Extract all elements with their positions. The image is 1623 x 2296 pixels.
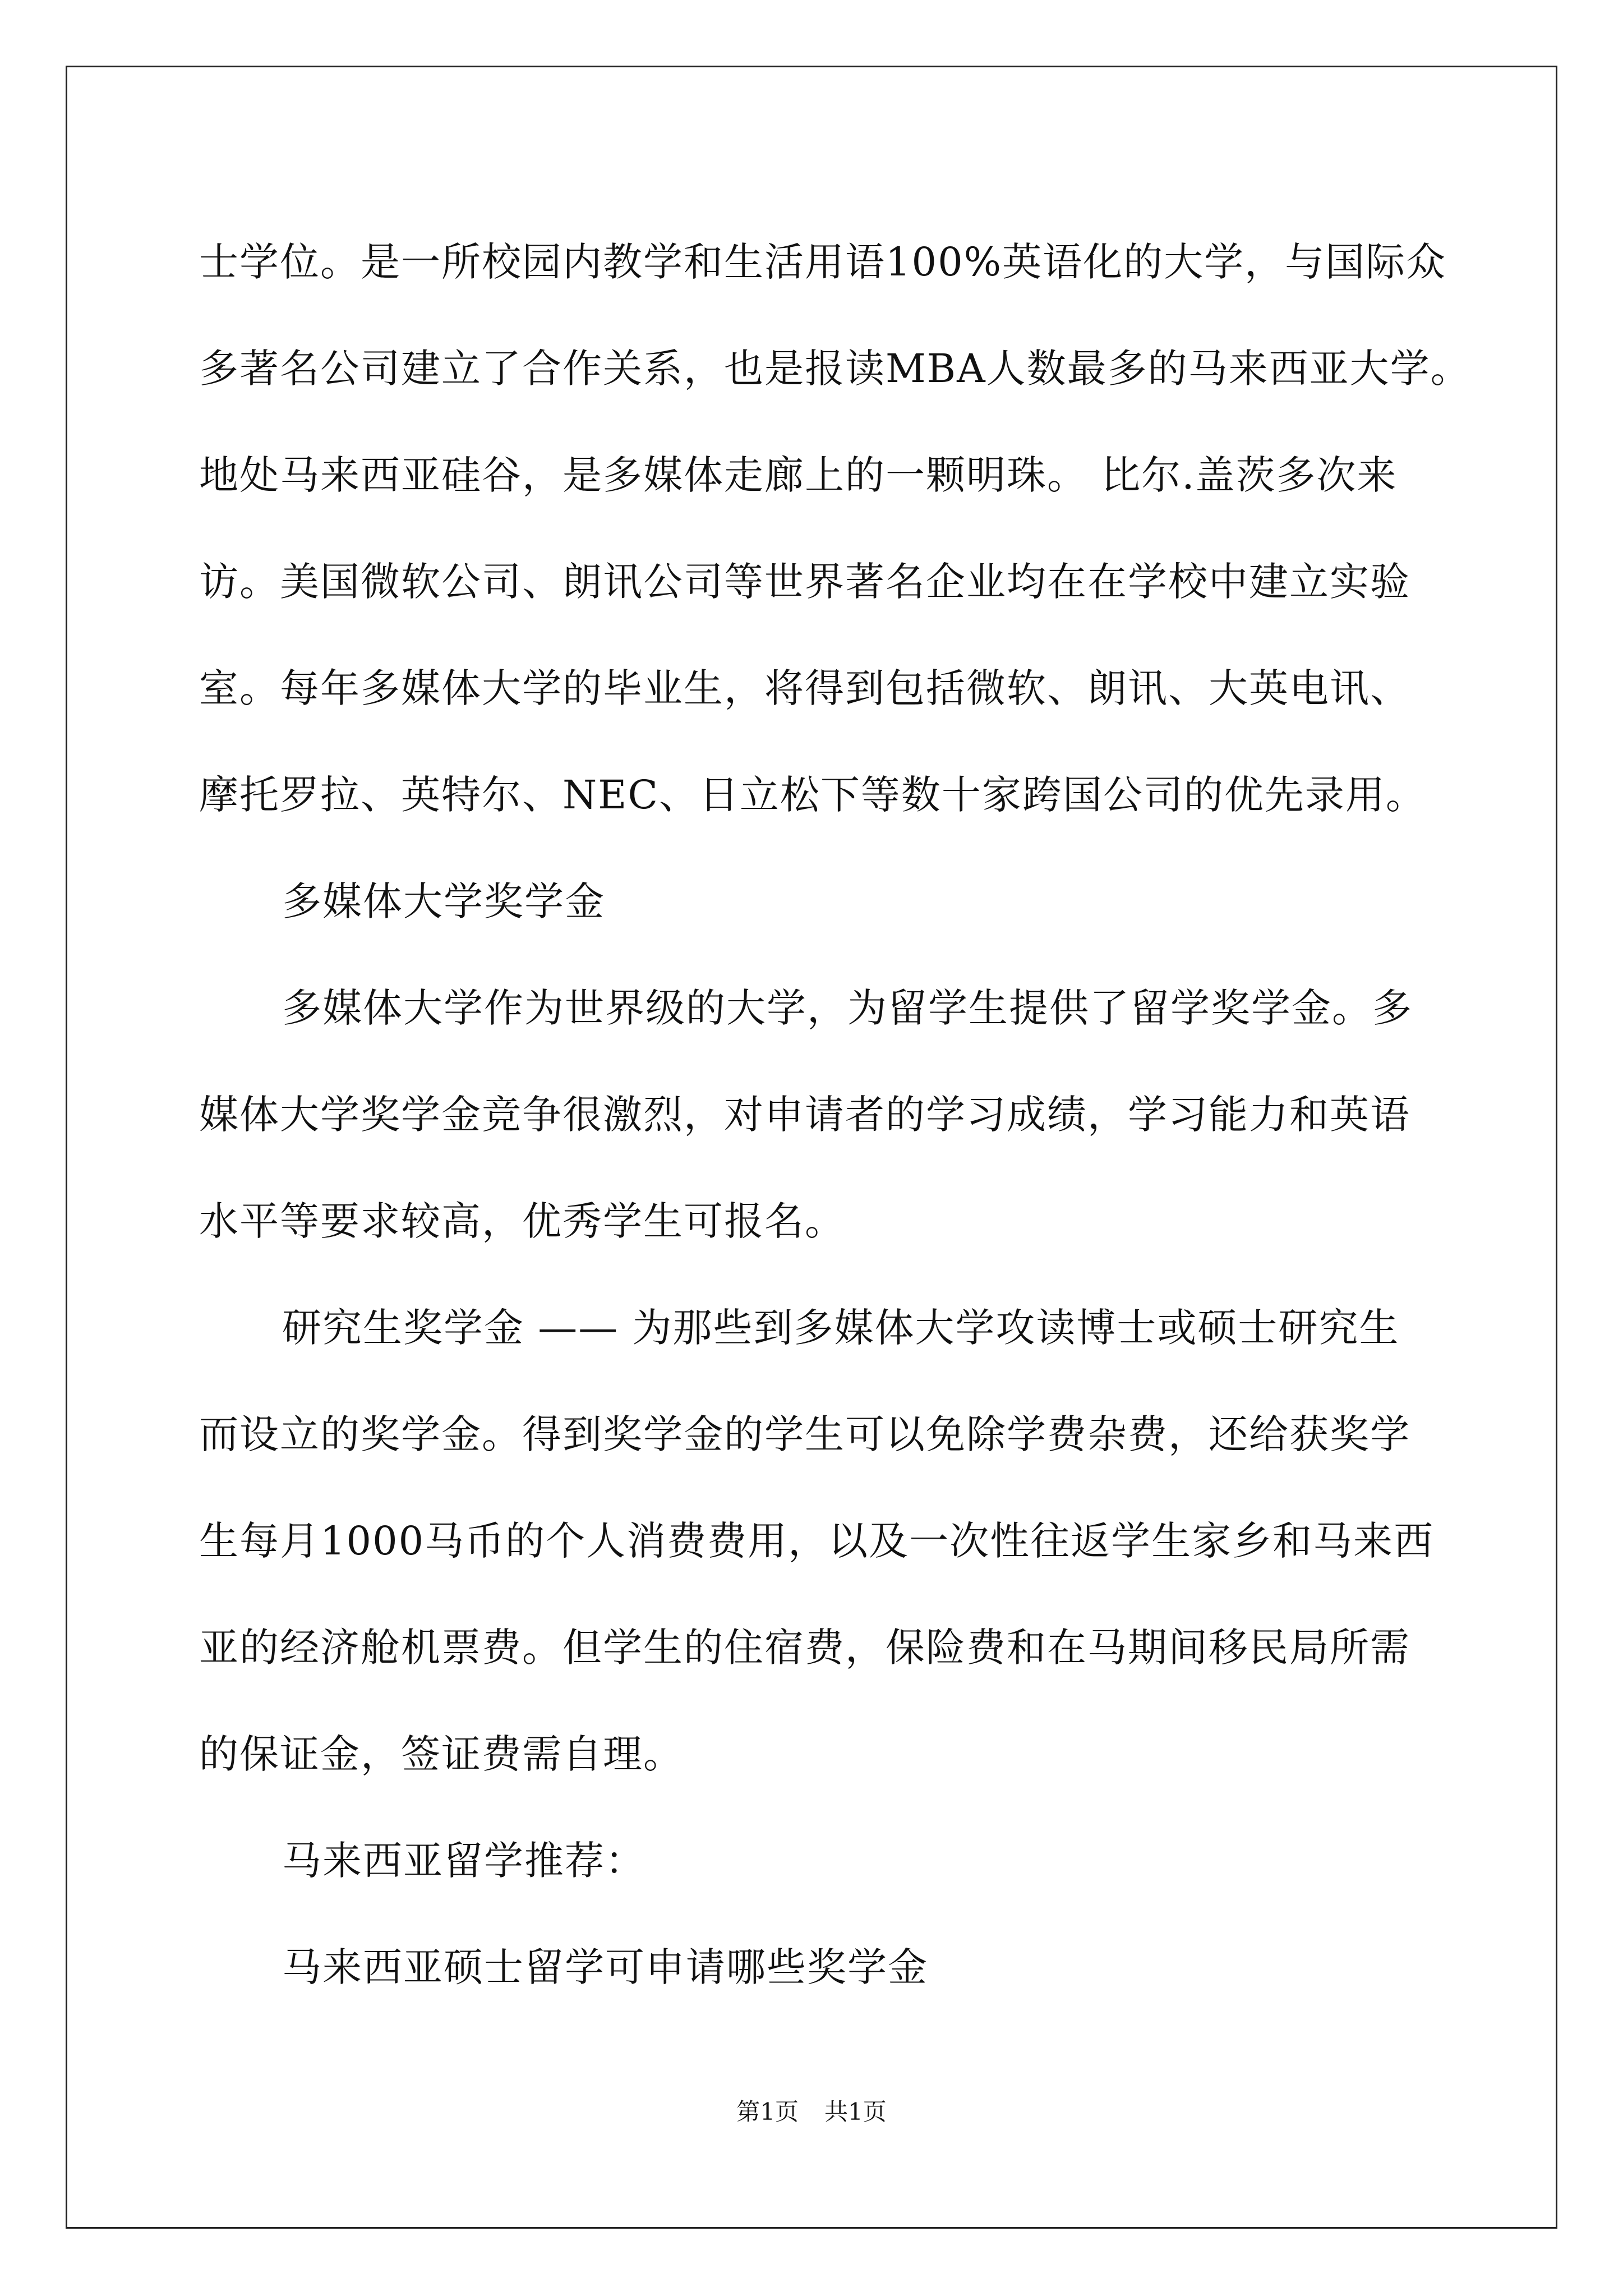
recommend-link-text: 马来西亚硕士留学可申请哪些奖学金 <box>282 1944 928 1990</box>
text-line: 生每月1000马币的个人消费费用，以及一次性往返学生家乡和马来西 <box>199 1518 1435 1564</box>
text-line: 多媒体大学作为世界级的大学，为留学生提供了留学奖学金。多 <box>282 985 1413 1031</box>
text-line: 而设立的奖学金。得到奖学金的学生可以免除学费杂费，还给获奖学 <box>199 1411 1410 1457</box>
text-line: 室。每年多媒体大学的毕业生，将得到包括微软、朗讯、大英电讯、 <box>199 665 1410 711</box>
document-body <box>199 209 1471 2021</box>
text-line: 地处马来西亚硅谷，是多媒体走廊上的一颗明珠。 比尔.盖茨多次来 <box>199 452 1398 498</box>
recommend-heading: 马来西亚留学推荐： <box>282 1838 645 1884</box>
text-line: 媒体大学奖学金竞争很激烈，对申请者的学习成绩，学习能力和英语 <box>199 1092 1410 1138</box>
text-line: 士学位。是一所校园内教学和生活用语100%英语化的大学，与国际众 <box>199 239 1447 285</box>
page-number: 第1页 <box>736 2098 799 2125</box>
text-line: 多著名公司建立了合作关系，也是报读MBA人数最多的马来西亚大学。 <box>199 346 1471 392</box>
page-footer <box>0 2095 1623 2129</box>
text-line: 亚的经济舱机票费。但学生的住宿费，保险费和在马期间移民局所需 <box>199 1625 1410 1671</box>
section-heading: 多媒体大学奖学金 <box>282 878 605 924</box>
page-total: 共1页 <box>824 2098 887 2125</box>
text-line: 研究生奖学金 —— 为那些到多媒体大学攻读博士或硕士研究生 <box>282 1305 1400 1351</box>
text-line: 访。美国微软公司、朗讯公司等世界著名企业均在在学校中建立实验 <box>199 559 1410 605</box>
text-line: 的保证金，签证费需自理。 <box>199 1731 684 1777</box>
text-line: 水平等要求较高，优秀学生可报名。 <box>199 1198 845 1244</box>
text-line: 摩托罗拉、英特尔、NEC、日立松下等数十家跨国公司的优先录用。 <box>199 772 1426 818</box>
